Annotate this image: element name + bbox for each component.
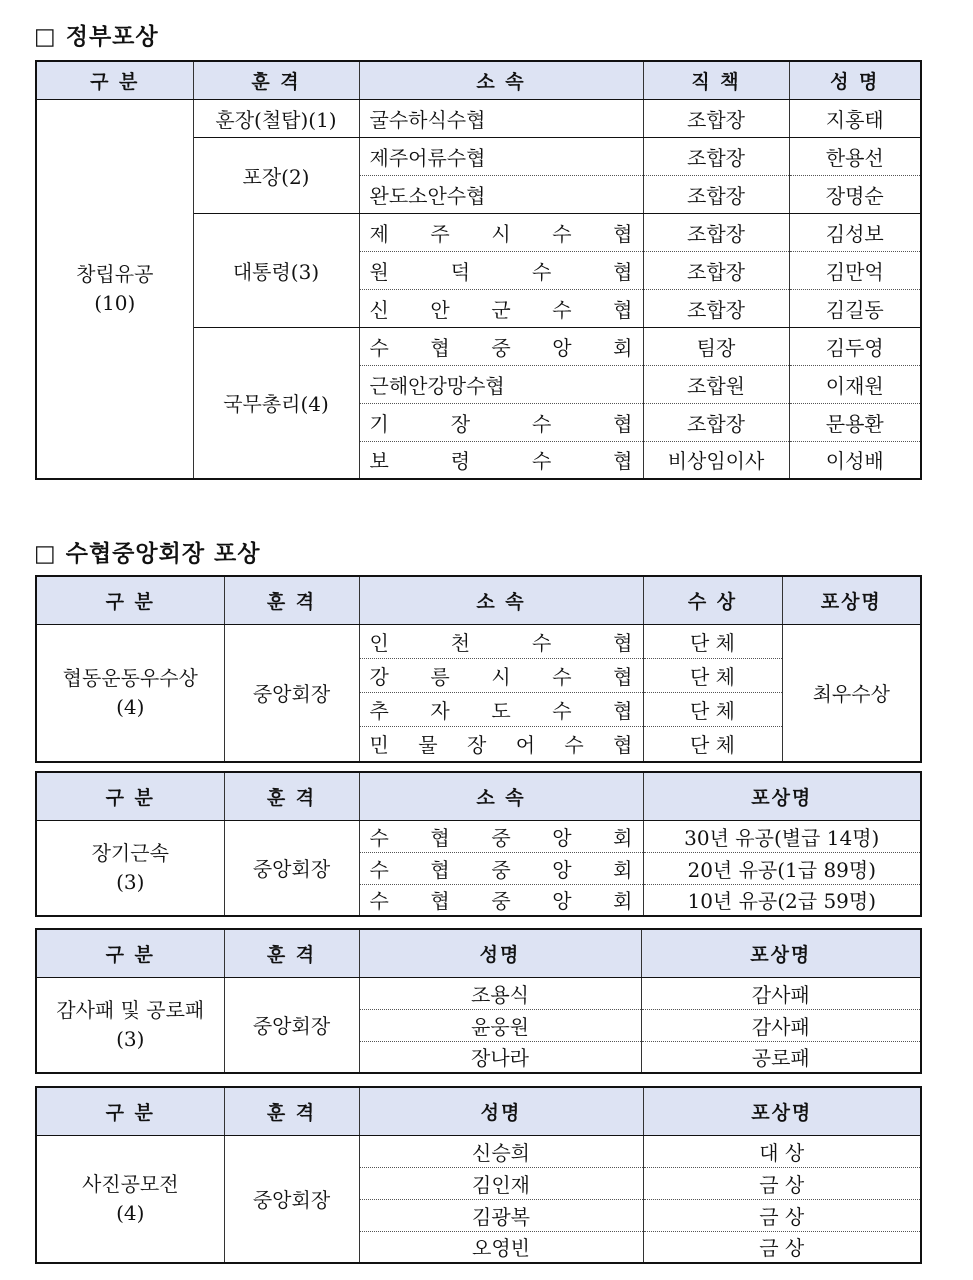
name-cell: 장나라 [359,1041,641,1073]
award-cell: 최우수상 [782,624,921,762]
receiver-cell: 단 체 [643,624,782,658]
award-cell: 20년 유공(1급 89명) [643,852,921,884]
receiver-cell: 단 체 [643,692,782,726]
org-cell: 수 협 중 앙 회 [359,327,643,365]
header-name: 성 명 [789,61,921,99]
category-cell [36,977,224,1073]
header-category: 구 분 [36,772,224,820]
name-cell: 한용선 [789,137,921,175]
header-position: 직 책 [643,61,789,99]
section-title-central: □ 수협중앙회장 포상 [34,541,261,567]
category-cell [36,820,224,916]
grade-cell: 대통령(3) [193,213,359,327]
header-receiver: 수 상 [643,576,782,624]
grade-cell: 중앙회장 [224,820,359,916]
grade-cell: 국무총리(4) [193,327,359,479]
header-grade: 훈 격 [224,929,359,977]
name-cell: 김성보 [789,213,921,251]
name-cell: 문용환 [789,403,921,441]
org-cell: 인 천 수 협 [359,624,643,658]
government-award-table [35,60,922,480]
org-cell: 보 령 수 협 [359,441,643,479]
category-count: (4) [116,694,145,719]
position-cell: 조합원 [643,365,789,403]
name-cell: 지홍태 [789,99,921,137]
grade-cell: 중앙회장 [224,977,359,1073]
name-cell: 장명순 [789,175,921,213]
header-category: 구 분 [36,61,193,99]
name-cell: 조용식 [359,977,641,1009]
org-cell: 제주어류수협 [359,137,643,175]
category-cell [36,1135,224,1263]
header-category: 구 분 [36,576,224,624]
header-grade: 훈 격 [224,576,359,624]
award-cell: 대 상 [643,1135,921,1167]
position-cell: 팀장 [643,327,789,365]
plaque-award-table [35,928,922,1074]
category-label: 창립유공 [76,261,154,286]
name-cell: 이성배 [789,441,921,479]
category-label: 사진공모전 [81,1171,179,1196]
category-cell [36,624,224,762]
header-category: 구 분 [36,1087,224,1135]
category-label: 협동운동우수상 [62,665,198,690]
longservice-award-table [35,771,922,917]
header-name: 성명 [359,1087,643,1135]
org-cell: 수 협 중 앙 회 [359,884,643,916]
category-count: (3) [116,869,145,894]
header-category: 구 분 [36,929,224,977]
award-cell: 금 상 [643,1199,921,1231]
coop-award-table [35,575,922,763]
org-cell: 추 자 도 수 협 [359,692,643,726]
grade-cell: 훈장(철탑)(1) [193,99,359,137]
org-cell: 제 주 시 수 협 [359,213,643,251]
header-grade: 훈 격 [224,1087,359,1135]
name-cell: 신승희 [359,1135,643,1167]
category-count: (4) [116,1200,145,1225]
photo-award-table [35,1086,922,1264]
org-cell: 수 협 중 앙 회 [359,852,643,884]
category-label: 감사패 및 공로패 [56,997,205,1022]
award-cell: 감사패 [641,977,921,1009]
position-cell: 조합장 [643,403,789,441]
category-count: (10) [94,290,136,315]
award-cell: 30년 유공(별급 14명) [643,820,921,852]
position-cell: 조합장 [643,289,789,327]
category-label: 장기근속 [91,840,169,865]
award-cell: 금 상 [643,1231,921,1263]
org-cell: 원 덕 수 협 [359,251,643,289]
position-cell: 조합장 [643,175,789,213]
grade-cell: 포장(2) [193,137,359,213]
header-org: 소 속 [359,772,643,820]
org-cell: 굴수하식수협 [359,99,643,137]
position-cell: 조합장 [643,213,789,251]
name-cell: 김만억 [789,251,921,289]
category-cell [36,99,193,479]
receiver-cell: 단 체 [643,658,782,692]
section-title-government: □ 정부포상 [34,24,159,50]
award-cell: 10년 유공(2급 59명) [643,884,921,916]
org-cell: 신 안 군 수 협 [359,289,643,327]
name-cell: 김인재 [359,1167,643,1199]
header-grade: 훈 격 [193,61,359,99]
position-cell: 비상임이사 [643,441,789,479]
org-cell: 민 물 장 어 수 협 [359,726,643,762]
name-cell: 김광복 [359,1199,643,1231]
header-award: 포상명 [643,1087,921,1135]
org-cell: 수 협 중 앙 회 [359,820,643,852]
header-org: 소 속 [359,576,643,624]
position-cell: 조합장 [643,99,789,137]
name-cell: 이재원 [789,365,921,403]
header-award: 포상명 [643,772,921,820]
award-cell: 공로패 [641,1041,921,1073]
org-cell: 완도소안수협 [359,175,643,213]
grade-cell: 중앙회장 [224,624,359,762]
org-cell: 근해안강망수협 [359,365,643,403]
category-count: (3) [116,1026,145,1051]
org-cell: 기 장 수 협 [359,403,643,441]
name-cell: 오영빈 [359,1231,643,1263]
receiver-cell: 단 체 [643,726,782,762]
header-award: 포상명 [641,929,921,977]
name-cell: 김두영 [789,327,921,365]
header-name: 성명 [359,929,641,977]
grade-cell: 중앙회장 [224,1135,359,1263]
award-cell: 금 상 [643,1167,921,1199]
header-grade: 훈 격 [224,772,359,820]
org-cell: 강 릉 시 수 협 [359,658,643,692]
name-cell: 김길동 [789,289,921,327]
header-award: 포상명 [782,576,921,624]
position-cell: 조합장 [643,251,789,289]
position-cell: 조합장 [643,137,789,175]
award-cell: 감사패 [641,1009,921,1041]
header-org: 소 속 [359,61,643,99]
name-cell: 윤웅원 [359,1009,641,1041]
